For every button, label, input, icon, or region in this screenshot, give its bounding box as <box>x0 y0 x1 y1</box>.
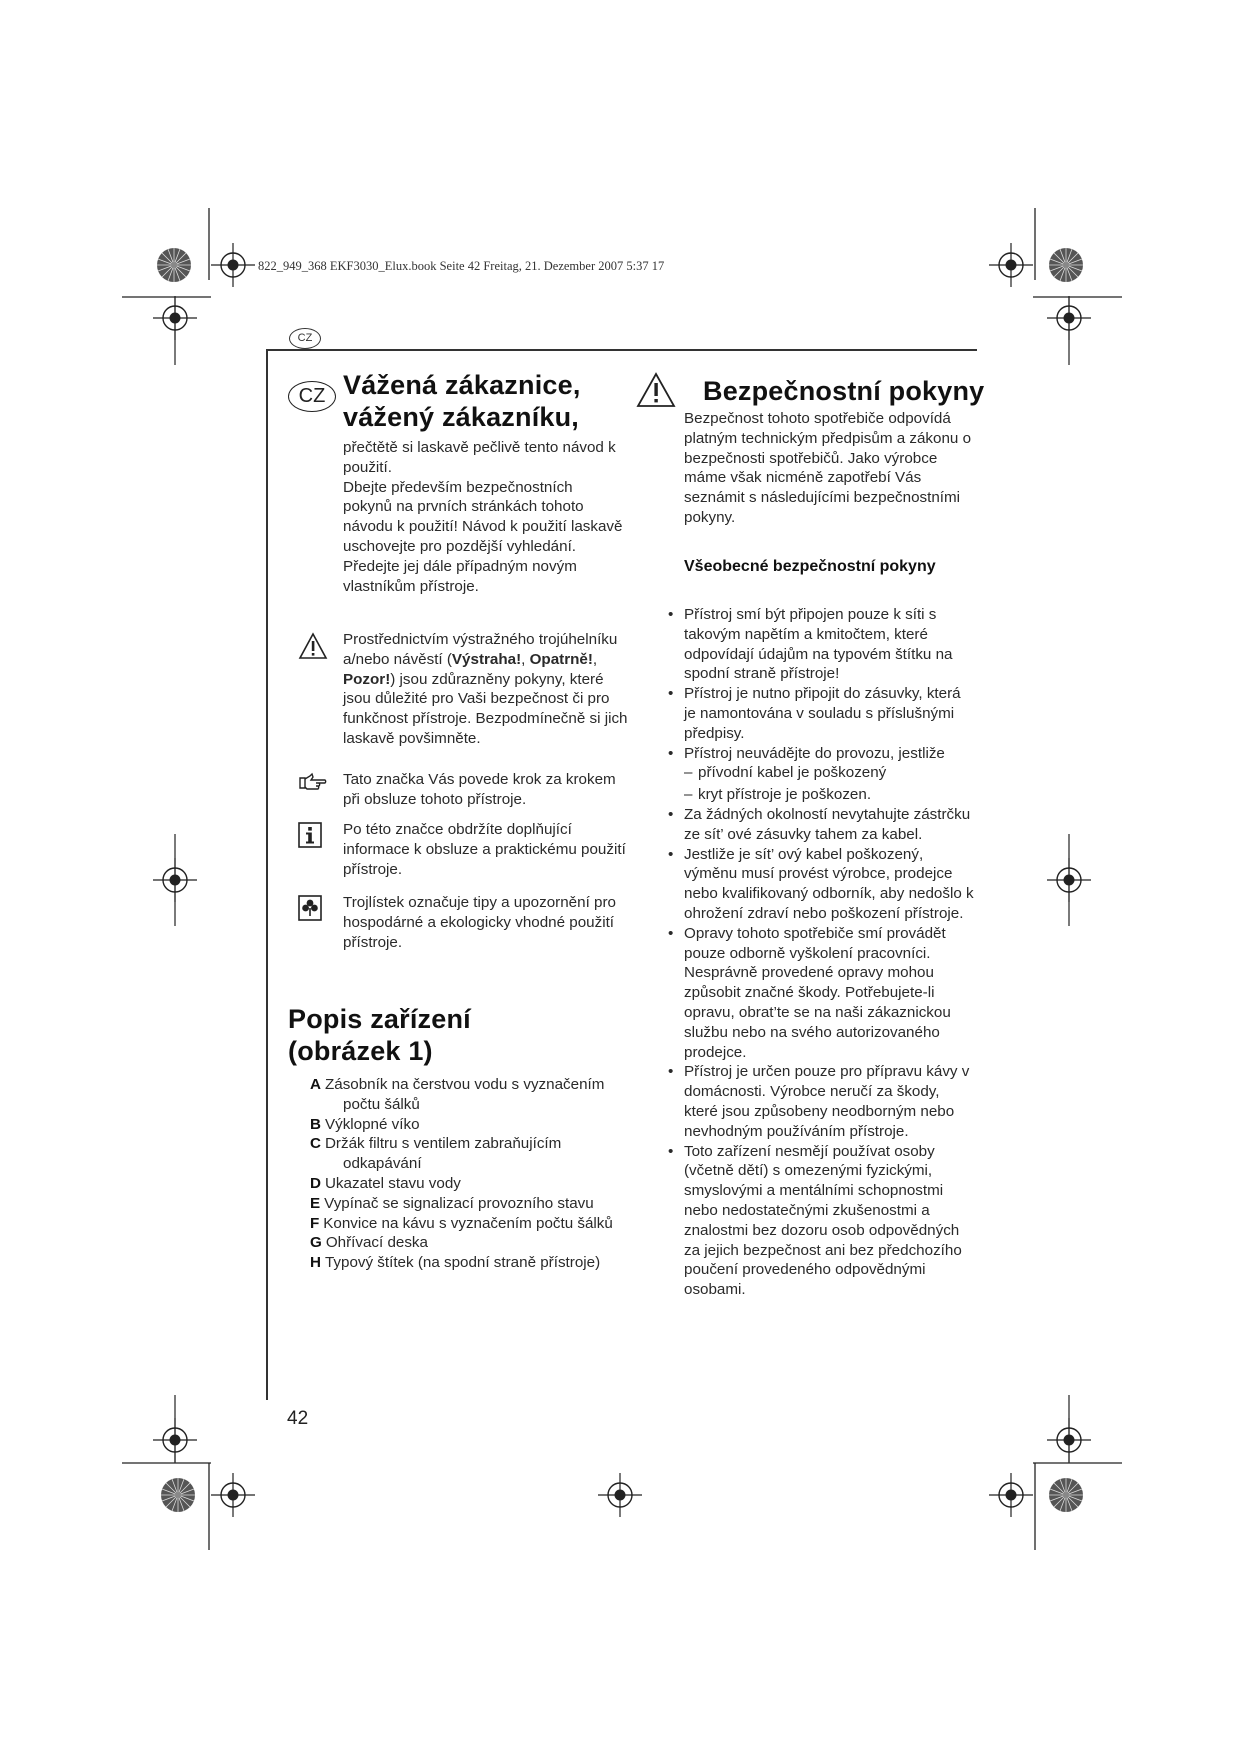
safety-bullet <box>665 805 975 845</box>
pointing-hand-icon <box>298 772 328 798</box>
hand-symbol-text: Tato značka Vás povede krok za krokem při obsluze tohoto přístroje. <box>343 771 616 808</box>
part-item <box>310 1134 620 1174</box>
description-title-line-2: (obrázek 1) <box>288 1036 433 1066</box>
part-letter: H <box>310 1254 321 1272</box>
part-text: Ukazatel stavu vody <box>324 1174 461 1192</box>
bullet-dot: • <box>668 845 674 863</box>
part-letter: B <box>310 1115 321 1133</box>
safety-sub-item <box>684 763 975 783</box>
warning-triangle-icon <box>298 632 328 666</box>
warning-sep: , <box>521 650 530 668</box>
safety-bullet <box>665 744 975 805</box>
safety-bullet-text: Přístroj je nutno připojit do zásuvky, která je namontována v souladu s příslušnými předpisy. <box>684 685 961 742</box>
left-column-rule <box>266 350 268 1400</box>
dash-mark: – <box>684 764 693 782</box>
page-number: 42 <box>287 1408 309 1429</box>
description-title <box>288 1003 588 1067</box>
safety-bullet-text: Jestliže je sít’ ový kabel poškozený, výměnu musí provést výrobce, prodejce nebo kvalifikovaný odborník, aby nedošlo k ohrožení zdraví nebo poškození přístroje. <box>684 845 974 922</box>
bullet-dot: • <box>668 606 674 623</box>
warning-word-vystraha: Výstraha! <box>451 650 522 668</box>
bullet-dot: • <box>668 924 674 942</box>
print-info-header: 822_949_368 EKF3030_Elux.book Seite 42 Freitag, 21. Dezember 2007 5:37 17 <box>258 259 665 273</box>
top-rule <box>266 349 977 351</box>
safety-sub-item-text: přívodní kabel je poškozený <box>698 764 887 782</box>
warning-sep: , <box>592 650 598 668</box>
warning-word-opatrne: Opatrně! <box>529 650 593 668</box>
part-item <box>310 1174 620 1194</box>
warning-triangle-icon <box>636 372 676 413</box>
part-text: Konvice na kávu s vyznačením počtu šálků <box>323 1214 613 1232</box>
safety-bullet <box>665 1142 975 1300</box>
bullet-dot: • <box>668 805 674 823</box>
parts-list <box>310 1075 620 1273</box>
part-item <box>310 1233 620 1253</box>
bullet-dot: • <box>668 744 674 762</box>
bullet-dot: • <box>668 1142 674 1160</box>
greeting-line-1: Vážená zákaznice, <box>343 370 581 400</box>
safety-bullet-text: Přístroj je určen pouze pro přípravu kávy v domácnosti. Výrobce neručí za škody, které jsou způsobeny neodborným nebo nevhodným používáním přístroje. <box>684 1063 970 1140</box>
part-text: Ohřívací deska <box>325 1234 428 1252</box>
hand-symbol-row <box>298 770 628 812</box>
part-text: Vypínač se signalizací provozního stavu <box>324 1194 594 1212</box>
dash-mark: – <box>684 786 693 804</box>
warning-text-post: ) jsou zdůrazněny pokyny, které jsou důležité pro Vaši bezpečnost či pro funkčnost přístroje. Bezpodmínečně si jich laskavě povšimněte. <box>343 670 628 747</box>
clover-leaf-icon <box>298 895 322 927</box>
bullet-dot: • <box>668 1063 674 1081</box>
safety-bullet-text: Za žádných okolností nevytahujte zástrčku ze sít’ ové zásuvky tahem za kabel. <box>684 805 971 843</box>
safety-sub-item <box>684 785 975 805</box>
safety-title: Bezpečnostní pokyny <box>703 376 985 406</box>
warning-symbol-row <box>298 630 628 770</box>
part-letter: D <box>310 1174 321 1192</box>
part-letter: A <box>310 1076 321 1093</box>
greeting-title <box>343 369 623 433</box>
safety-sub-item-text: kryt přístroje je poškozen. <box>698 786 872 804</box>
part-item <box>310 1115 620 1135</box>
eco-symbol-text: Trojlístek označuje tipy a upozornění pro hospodárné a ekologicky vhodné použití přístroje. <box>343 894 616 951</box>
part-letter: E <box>310 1194 321 1212</box>
intro-paragraph: Dbejte především bezpečnostních pokynů na prvních stránkách tohoto návodu k použití! Návod k použití laskavě uschovejte pro pozdější vyhledání. Předejte jej dále případným novým vlastníkům přístroje. <box>343 478 623 595</box>
greeting-line-2: vážený zákazníku, <box>343 402 580 432</box>
safety-bullet <box>665 924 975 1063</box>
warning-text-pre: Prostřednictvím výstražného trojúhelníku a/nebo návěstí ( <box>343 631 618 668</box>
part-text: Výklopné víko <box>324 1115 420 1133</box>
language-badge: CZ <box>288 381 336 412</box>
safety-bullet <box>665 605 975 684</box>
safety-bullet-list <box>665 605 975 1300</box>
safety-bullet-text: Přístroj neuvádějte do provozu, jestliže <box>684 744 945 762</box>
safety-bullet-text: Toto zařízení nesmějí používat osoby (včetně dětí) s omezenými fyzickými, smyslovými a mentálními schopnostmi nebo nedostatečnými zkušenostmi a znalostmi bez dozoru osob odpovědných za jejich bezpečnost ani bez předchozího poučení provedeného odpovědnými osobami. <box>684 1142 962 1299</box>
part-item <box>310 1075 620 1115</box>
warning-symbol-text <box>343 630 628 749</box>
part-item <box>310 1214 620 1234</box>
part-text: Zásobník na čerstvou vodu s vyznačením počtu šálků <box>324 1076 605 1113</box>
info-symbol-row <box>298 820 628 882</box>
description-title-line-1: Popis zařízení <box>288 1004 471 1034</box>
intro-paragraph: přečtětě si laskavě pečlivě tento návod k použití. <box>343 439 616 476</box>
part-letter: F <box>310 1214 320 1232</box>
language-badge-small: CZ <box>289 328 321 349</box>
part-text: Držák filtru s ventilem zabraňujícím odkapávání <box>324 1135 562 1173</box>
part-item <box>310 1253 620 1273</box>
info-symbol-text: Po této značce obdržíte doplňující informace k obsluze a praktickému použití přístroje. <box>343 821 626 878</box>
safety-subheading: Všeobecné bezpečnostní pokyny <box>684 558 936 575</box>
warning-word-pozor: Pozor! <box>343 670 391 688</box>
safety-bullet-text: Opravy tohoto spotřebiče smí provádět pouze odborně vyškolení pracovníci. Nesprávně provedené opravy mohou způsobit značné škody. Potřebujete-li opravu, obrat’te se na naši zákaznickou službu nebo na svého autorizovaného prodejce. <box>684 924 951 1061</box>
part-letter: G <box>310 1234 322 1252</box>
part-item <box>310 1194 620 1214</box>
safety-bullet-text: Přístroj smí být připojen pouze k síti s takovým napětím a kmitočtem, které odpovídají údajům na typovém štítku na spodní straně přístroje! <box>684 606 953 683</box>
safety-bullet <box>665 845 975 924</box>
part-letter: C <box>310 1135 321 1153</box>
safety-bullet <box>665 1062 975 1141</box>
bullet-dot: • <box>668 685 674 703</box>
eco-symbol-row <box>298 893 628 955</box>
part-text: Typový štítek (na spodní straně přístroje) <box>324 1254 601 1272</box>
intro-text <box>343 438 623 596</box>
info-icon <box>298 822 322 854</box>
safety-bullet <box>665 684 975 743</box>
safety-intro: Bezpečnost tohoto spotřebiče odpovídá platným technickým předpisům a zákonu o bezpečnosti spotřebičů. Jako výrobce máme však nicméně zapotřebí Vás seznámit s následujícími bezpečnostními pokyny. <box>684 410 972 526</box>
